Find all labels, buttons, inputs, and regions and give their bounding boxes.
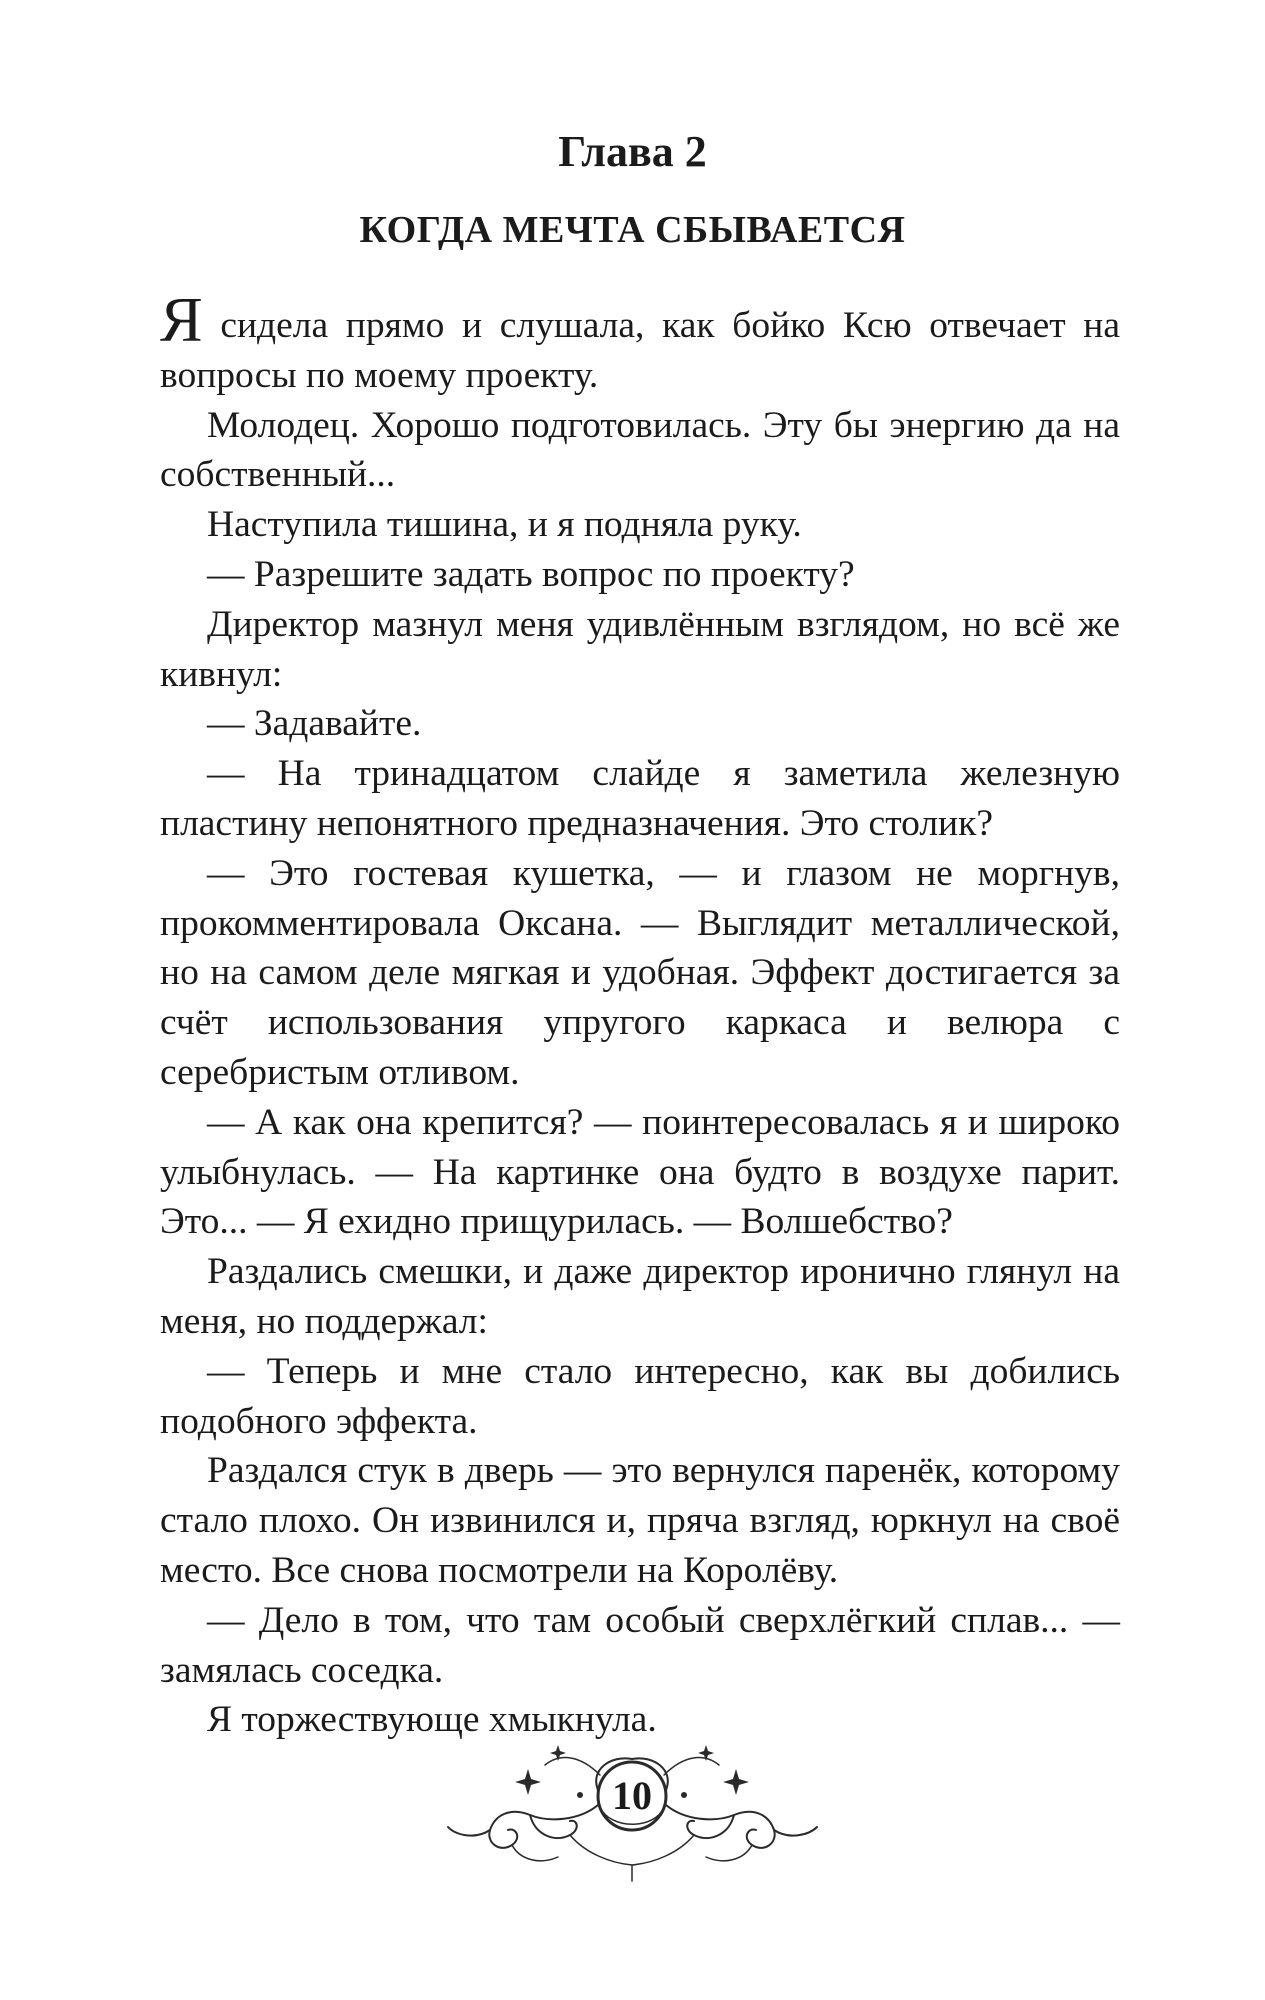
chapter-title: КОГДА МЕЧТА СБЫВАЕТСЯ bbox=[359, 209, 906, 251]
paragraph-3: Наступила тишина, и я подняла руку. bbox=[207, 504, 802, 546]
paragraph-1 bbox=[160, 284, 1120, 401]
paragraph-11: — Теперь и мне стало интересно, как вы добились подобного эффекта. bbox=[160, 1350, 1120, 1442]
paragraph-13: — Дело в том, что там особый сверхлёгкий сплав... — замялась соседка. bbox=[160, 1599, 1120, 1691]
paragraph-8: — Это гостевая кушетка, — и глазом не моргнув, прокомментировала Оксана. — Выглядит металлической, но на самом деле мягкая и удобная. Эффект достигается за счёт использования упругого каркаса и велюра с серебристым отливом. bbox=[160, 852, 1120, 1093]
paragraph-2: Молодец. Хорошо подготовилась. Эту бы энергию да на собственный... bbox=[160, 404, 1120, 496]
paragraph-12: Раздался стук в дверь — это вернулся паренёк, которому стало плохо. Он извинился и, пряча взгляд, юркнул на своё место. Все снова посмотрели на Королёву. bbox=[160, 1450, 1120, 1591]
paragraph-10: Раздались смешки, и даже директор иронично глянул на меня, но поддержал: bbox=[160, 1251, 1120, 1342]
paragraph-6: — Задавайте. bbox=[207, 703, 422, 745]
body-text bbox=[160, 284, 1120, 1745]
paragraph-9: — А как она крепится? — поинтересовалась я и широко улыбнулась. — На картинке она будто в воздухе парит. Это... — Я ехидно прищурилась. — Волшебство? bbox=[160, 1101, 1120, 1243]
drop-cap: Я bbox=[160, 284, 203, 355]
page-number: 10 bbox=[612, 1773, 652, 1818]
paragraph-5: Директор мазнул меня удивлённым взглядом, но всё же кивнул: bbox=[160, 603, 1120, 695]
paragraph-7: — На тринадцатом слайде я заметила железную пластину непонятного предназначения. Это столик? bbox=[160, 753, 1120, 844]
paragraph-1-text: сидела прямо и слушала, как бойко Ксю отвечает на вопросы по моему проекту. bbox=[160, 305, 1120, 396]
chapter-label: Глава 2 bbox=[558, 127, 707, 176]
paragraph-4: — Разрешите задать вопрос по проекту? bbox=[207, 553, 855, 595]
paragraph-14: Я торжествующе хмыкнула. bbox=[207, 1699, 657, 1741]
